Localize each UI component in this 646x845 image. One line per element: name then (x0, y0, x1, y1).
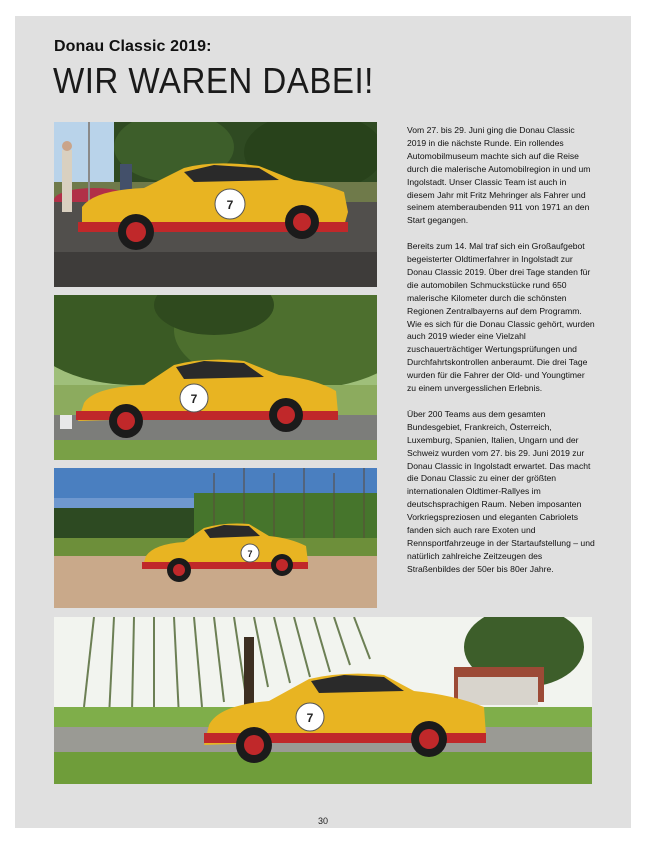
car-number: 7 (306, 711, 314, 725)
car-number: 7 (247, 549, 253, 559)
article-paragraph: Über 200 Teams aus dem gesamten Bundesgebiet, Frankreich, Österreich, Luxemburg, Spanien, Italien, Ungarn und der Schweiz wurden vom 27. bis 29. Juni 2019 zur Donau Classic in Ingolstadt erwartet. Das macht die Donau Classic zu einer der größten internationalen Oldtimer-Rallyes im deutschsprachigen Raum. Neben imposanten Vorkriegspreziosen und eleganten Cabriolets fanden sich auch rare Exoten und Rennsportfahrzeuge in der Startaufstellung – und natürlich zahlreiche Zeitzeugen des Straßenbildes der 50er bis 80er Jahre. (407, 408, 595, 574)
rally-photo-2 (54, 295, 377, 460)
article-kicker: Donau Classic 2019: (54, 38, 212, 55)
magazine-page (15, 16, 631, 828)
article-paragraph: Bereits zum 14. Mal traf sich ein Großaufgebot begeisterter Oldtimerfahrer in Ingolstadt zur Donau Classic 2019. Über drei Tage standen für die automobilen Schmuckstücke rund 650 malerische Kilometer durch die schönsten Regionen Zentralbayerns auf dem Programm. Wie es sich für die Donau Classic gehört, wurden auch 2019 wieder eine Vielzahl zuschauerträchtiger Wertungsprüfungen und Durchfahrtskontrollen anberaumt. Die drei Tage wurden für die Fahrer der Old- und Youngtimer zu einem unvergesslichen Erlebnis. (407, 241, 595, 394)
car-number: 7 (190, 392, 198, 406)
article-paragraph: Vom 27. bis 29. Juni ging die Donau Classic 2019 in die nächste Runde. Ein rollendes Automobilmuseum machte sich auf die Reise durch die malerische Automobilregion in und um Ingolstadt. Unser Classic Team ist auch in diesem Jahr mit Fritz Mehringer als Fahrer und seinem atemberaubenden 911 von 1971 an den Start gegangen. (407, 125, 591, 226)
article-body (407, 124, 595, 589)
rally-photo-4 (54, 617, 592, 784)
car-number: 7 (226, 198, 234, 212)
article-headline: WIR WAREN DABEI! (53, 60, 374, 101)
rally-photo-1 (54, 122, 377, 287)
rally-photo-3 (54, 468, 377, 608)
page-number: 30 (317, 816, 328, 826)
